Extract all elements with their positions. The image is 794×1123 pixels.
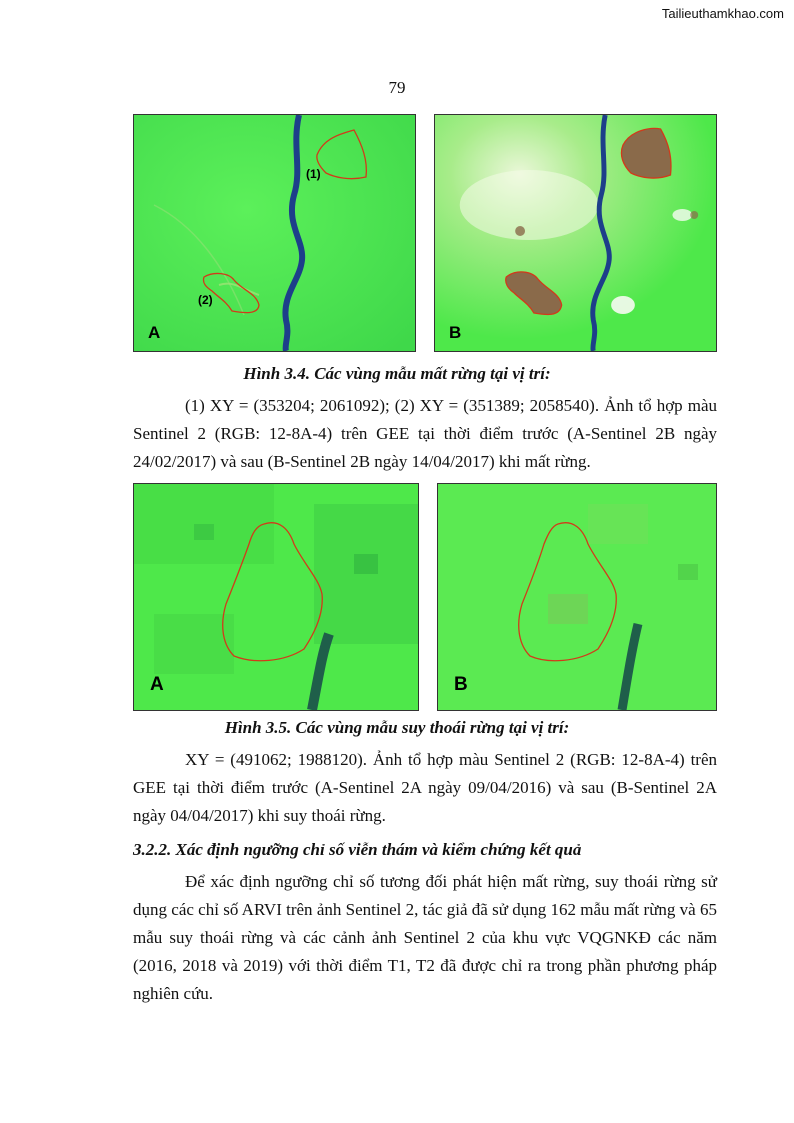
panel-letter-a: A — [148, 323, 161, 342]
figure-3-4-panel-b — [434, 114, 717, 352]
figure-3-5-description: XY = (491062; 1988120). Ảnh tổ hợp màu Sentinel 2 (RGB: 12-8A-4) trên GEE tại thời điểm trước (A-Sentinel 2A ngày 09/04/2016) và sau (B-Sentinel 2A ngày 04/04/2017) khi suy thoái rừng. — [133, 750, 717, 825]
satellite-image-after — [435, 115, 716, 351]
watermark: Tailieuthamkhao.com — [661, 6, 784, 21]
figure-3-4-caption: Hình 3.4. Các vùng mẫu mất rừng tại vị trí: — [243, 364, 551, 383]
figure-3-4-description: (1) XY = (353204; 2061092); (2) XY = (351389; 2058540). Ảnh tổ hợp màu Sentinel 2 (RGB: 12-8A-4) trên GEE tại thời điểm trước (A-Sentinel 2B ngày 24/02/2017) và sau (B-Sentinel 2B ngày 14/04/2017) khi mất rừng. — [133, 396, 717, 471]
figure-3-4-panel-a — [133, 114, 416, 352]
satellite-image-before-degradation — [134, 484, 418, 710]
section-paragraph: Để xác định ngưỡng chỉ số tương đối phát hiện mất rừng, suy thoái rừng sử dụng các chỉ số ARVI trên ảnh Sentinel 2, tác giả đã sử dụng 162 mẫu mất rừng và 65 mẫu suy thoái rừng và các cảnh ảnh Sentinel 2 của khu vực VQGNKĐ các năm (2016, 2018 và 2019) với thời điểm T1, T2 đã được chỉ ra trong phần phương pháp nghiên cứu. — [133, 872, 717, 1003]
satellite-image-after-degradation — [438, 484, 716, 710]
figure-3-5-panel-a — [133, 483, 419, 711]
panel-letter-b-degradation: B — [454, 674, 468, 695]
figure-3-5 — [133, 483, 717, 711]
region-label-1: (1) — [306, 167, 321, 181]
panel-letter-a-degradation: A — [150, 674, 164, 695]
figure-3-5-panel-b — [437, 483, 717, 711]
section-heading: 3.2.2. Xác định ngưỡng chỉ số viễn thám và kiểm chứng kết quả — [133, 840, 582, 859]
panel-letter-b: B — [449, 323, 462, 342]
page-number: 79 — [388, 78, 406, 97]
figure-3-4 — [133, 114, 717, 352]
satellite-image-before — [134, 115, 415, 351]
region-label-2: (2) — [198, 293, 213, 307]
figure-3-5-caption: Hình 3.5. Các vùng mẫu suy thoái rừng tại vị trí: — [224, 718, 570, 737]
